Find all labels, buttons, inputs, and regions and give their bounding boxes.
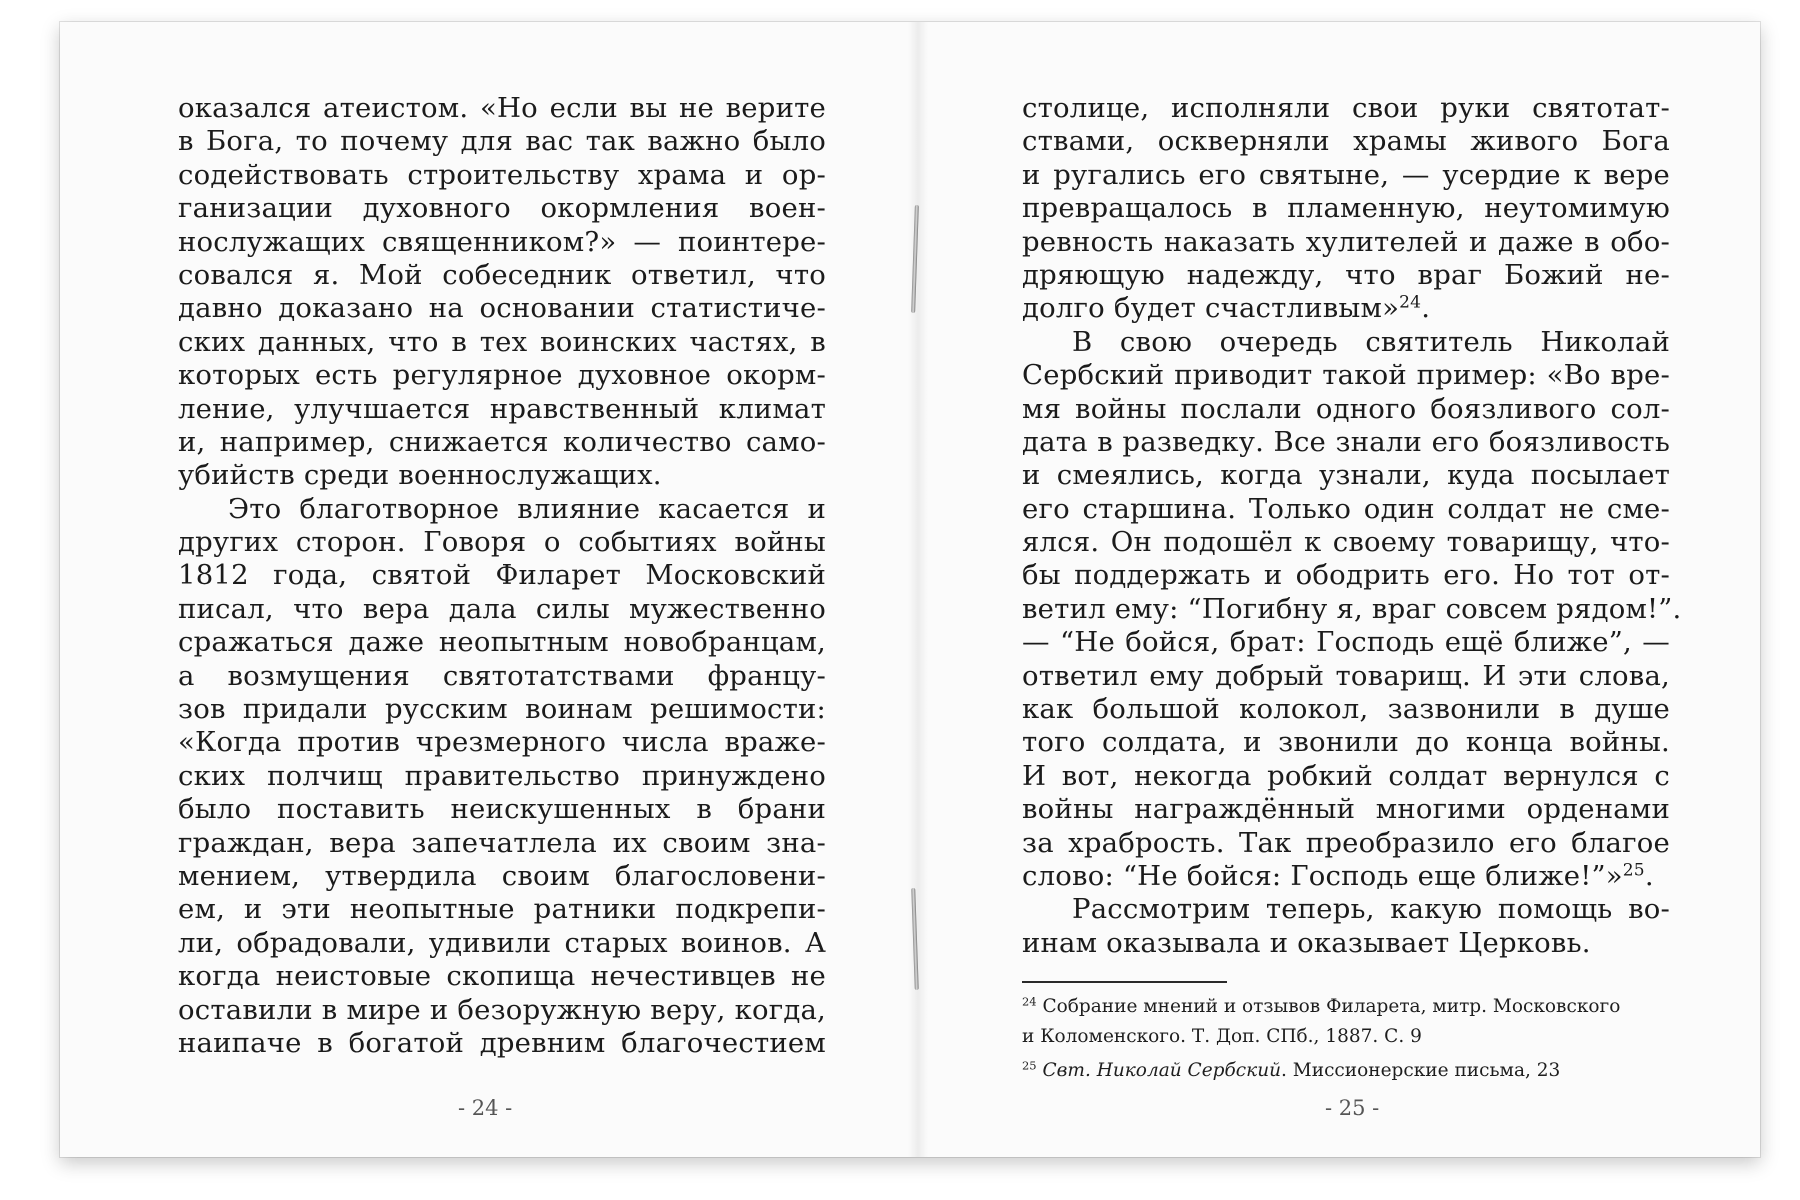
footnote-25 — [1022, 1056, 1670, 1086]
page-number-right: - 25 - — [1325, 1096, 1380, 1120]
text-line: ем, и эти неопытные ратники подкрепи- — [178, 893, 826, 926]
text-line: как большой колокол, зазвонили в душе — [1022, 693, 1670, 726]
text-line: мением, утвердила своим благословени- — [178, 859, 826, 892]
footnote-number: 24 — [1022, 994, 1037, 1009]
text-line: нослужащих священником?» — поинтере- — [178, 225, 826, 258]
text-line: ревность наказать хулителей и даже в обо- — [1022, 225, 1670, 258]
text-line: сражаться даже неопытным новобранцам, — [178, 626, 826, 659]
text-line: когда неистовые скопища нечестивцев не — [178, 960, 826, 993]
text-line: оказался атеистом. «Но если вы не верите — [178, 92, 826, 124]
text-line: а возмущения святотатствами францу- — [178, 659, 826, 692]
text-line: за храбрость. Так преобразило его благое — [1022, 826, 1670, 859]
text-line: войны награждённый многими орденами — [1022, 793, 1670, 826]
line-text: слово: “Не бойся: Господь еще ближе!”» — [1022, 859, 1623, 892]
footnote-rule — [1022, 981, 1227, 983]
text-line: ских данных, что в тех воинских частях, в — [178, 325, 826, 358]
footnote-text: Собрание мнений и отзывов Филарета, митр. Московского — [1042, 996, 1621, 1017]
text-line: в Бога, то почему для вас так важно было — [178, 125, 826, 158]
text-line: слово: “Не бойся: Господь еще ближе!”»$^{25}$. — [1022, 859, 1654, 892]
text-line: писал, что вера дала силы мужественно — [178, 592, 826, 625]
text-line: превращалось в пламенную, неутомимую — [1022, 192, 1670, 225]
text-line: и ругались его святыне, — усердие к вере — [1022, 158, 1670, 191]
text-line: ствами, оскверняли храмы живого Бога — [1022, 125, 1670, 158]
text-line: мя войны послали одного боязливого сол- — [1022, 392, 1670, 425]
text-line: убийств среди военнослужащих. — [178, 459, 662, 492]
text-line: наипаче в богатой древним благочестием — [178, 1026, 826, 1059]
footnote-author: Свт. Николай Сербский — [1042, 1060, 1282, 1081]
text-line: «Когда против чрезмерного числа враже- — [178, 726, 826, 759]
text-line: дата в разведку. Все знали его боязливость — [1022, 425, 1670, 458]
paragraph-start-line: Это благотворное влияние касается и — [228, 492, 826, 525]
text-line: — “Не бойся, брат: Господь ещё ближе”, — — [1022, 626, 1670, 659]
text-line: и смеялись, когда узнали, куда посылает — [1022, 459, 1670, 492]
text-line: других сторон. Говоря о событиях войны — [178, 526, 826, 559]
footnote-24-line-1 — [1022, 992, 1670, 1022]
text-line: ветил ему: “Погибну я, враг совсем рядом!”. — [1022, 592, 1682, 625]
text-line: содействовать строительству храма и ор- — [178, 158, 826, 191]
text-line: бы поддержать и ободрить его. Но тот от- — [1022, 559, 1670, 592]
text-line: которых есть регулярное духовное окорм- — [178, 359, 826, 392]
line-text: долго будет счастливым» — [1022, 292, 1400, 325]
text-line: дряющую надежду, что враг Божий не- — [1022, 258, 1670, 291]
paragraph-start-line: Рассмотрим теперь, какую помощь во- — [1072, 893, 1670, 926]
paragraph-start-line: В свою очередь святитель Николай — [1072, 325, 1670, 358]
text-line: оставили в мире и безоружную веру, когда, — [178, 993, 826, 1026]
page-number-left: - 24 - — [458, 1096, 513, 1120]
footnote-ref-24: 24 — [1399, 292, 1422, 313]
footnote-24-line-2: и Коломенского. Т. Доп. СПб., 1887. С. 9 — [1022, 1026, 1422, 1047]
text-line: совался я. Мой собеседник ответил, что — [178, 258, 826, 291]
footnote-text: . Миссионерские письма, 23 — [1281, 1060, 1561, 1081]
text-line: ганизации духовного окормления воен- — [178, 192, 826, 225]
right-page-text — [1022, 92, 1682, 960]
text-line: 1812 года, святой Филарет Московский — [178, 559, 826, 592]
footnote-ref-25: 25 — [1622, 860, 1645, 881]
text-line: давно доказано на основании статистиче- — [178, 292, 826, 325]
text-line: ли, обрадовали, удивили старых воинов. А — [178, 926, 826, 959]
text-line: долго будет счастливым»$^{24}$. — [1022, 292, 1431, 325]
text-line: ление, улучшается нравственный климат — [178, 392, 826, 425]
text-line: ских полчищ правительство принуждено — [178, 759, 826, 792]
text-line: столице, исполняли свои руки святотат- — [1022, 92, 1670, 124]
text-line: граждан, вера запечатлела их своим зна- — [178, 826, 826, 859]
text-line: ялся. Он подошёл к своему товарищу, что- — [1022, 526, 1670, 559]
text-line: его старшина. Только один солдат не сме- — [1022, 492, 1670, 525]
text-line: зов придали русским воинам решимости: — [178, 693, 826, 726]
text-line: инам оказывала и оказывает Церковь. — [1022, 926, 1591, 959]
left-page-text — [178, 92, 826, 1060]
footnotes — [1022, 992, 1670, 1086]
text-line: Сербский приводит такой пример: «Во вре- — [1022, 359, 1670, 392]
text-line: И вот, некогда робкий солдат вернулся с — [1022, 759, 1670, 792]
text-line: того солдата, и звонили до конца войны. — [1022, 726, 1670, 759]
text-line: ответил ему добрый товарищ. И эти слова, — [1022, 659, 1670, 692]
footnote-number: 25 — [1022, 1058, 1037, 1073]
text-line: и, например, снижается количество само- — [178, 425, 826, 458]
text-line: было поставить неискушенных в брани — [178, 793, 826, 826]
